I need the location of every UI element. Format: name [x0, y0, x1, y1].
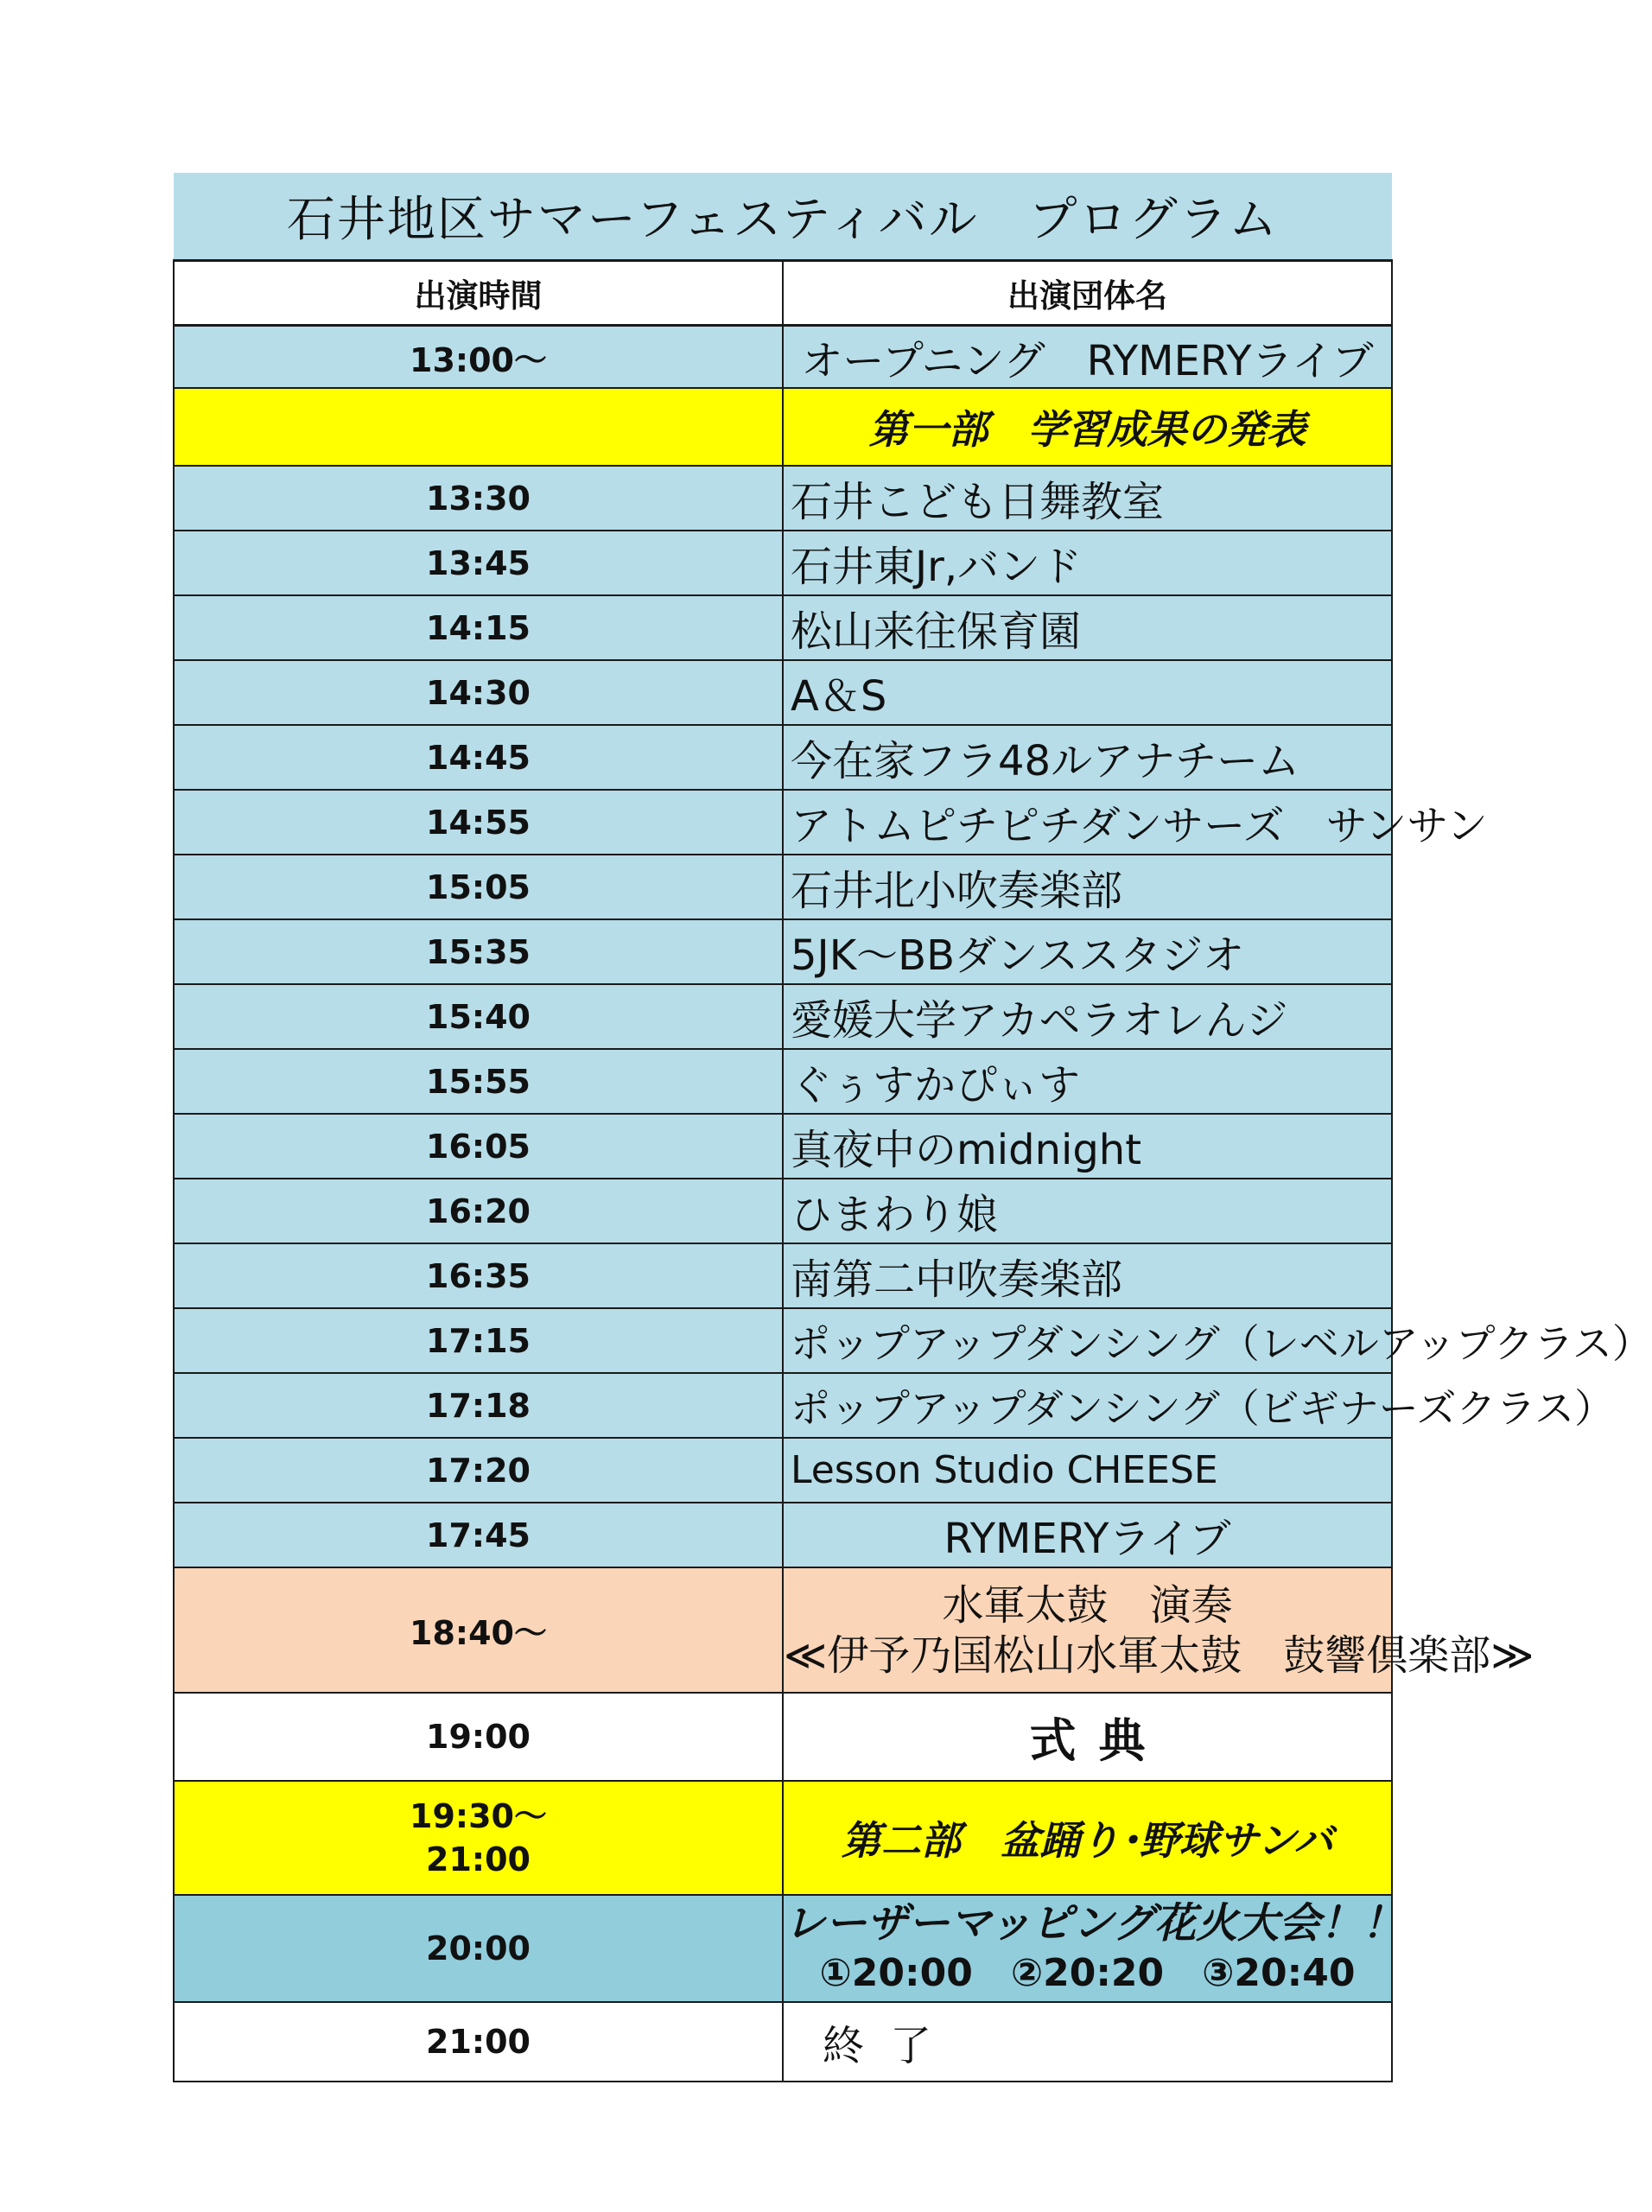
table-row: [174, 1049, 1392, 1114]
fireworks-cell: [783, 1895, 1404, 2002]
table-row: [174, 1438, 1392, 1503]
end-time: 21:00: [426, 1840, 531, 1878]
program-table: [173, 173, 1652, 2082]
time-cell: 14:55: [174, 790, 783, 855]
performance-group: ≪伊予乃国松山水軍太鼓 鼓響倶楽部≫: [784, 1630, 1534, 1680]
time-cell: 17:15: [174, 1308, 783, 1373]
section-title: 第二部 盆踊り･野球サンバ: [783, 1781, 1392, 1895]
group-name-cell: 5JK～BBダンススタジオ: [783, 919, 1392, 984]
group-name-cell: Lesson Studio CHEESE: [783, 1438, 1392, 1503]
time-cell: 16:35: [174, 1243, 783, 1308]
group-name-cell: ぐぅすかぴぃす: [783, 1049, 1392, 1114]
end-row: [174, 2002, 1392, 2082]
taiko-row: [174, 1567, 1392, 1693]
group-name-cell: A＆S: [783, 660, 1392, 725]
section-row: [174, 388, 1392, 466]
time-cell: [174, 1781, 783, 1895]
table-row: [174, 595, 1392, 660]
table-row: [174, 531, 1392, 595]
section-title: 第一部 学習成果の発表: [783, 388, 1392, 466]
fireworks-title: レーザーマッピング花火大会！！: [784, 1899, 1404, 1948]
end-label: 終了: [783, 2002, 1392, 2082]
group-name-cell: オープニング RYMERYライブ: [783, 326, 1392, 389]
header-row: [174, 261, 1392, 326]
time-column-header: 出演時間: [174, 261, 783, 326]
group-name-cell: [783, 1567, 1534, 1693]
time-cell: 15:55: [174, 1049, 783, 1114]
table-row: [174, 1308, 1392, 1373]
group-name-cell: 南第二中吹奏楽部: [783, 1243, 1392, 1308]
title-row: [174, 173, 1392, 261]
table-row: [174, 1503, 1392, 1567]
group-name-cell: ポップアップダンシング（ビギナーズクラス）: [783, 1373, 1392, 1438]
table-row: [174, 1179, 1392, 1243]
program-title: 石井地区サマーフェスティバル プログラム: [174, 173, 1392, 261]
table-row: [174, 790, 1392, 855]
fireworks-row: [174, 1895, 1392, 2002]
time-cell: 14:30: [174, 660, 783, 725]
time-cell: 16:05: [174, 1114, 783, 1179]
table-row: [174, 984, 1392, 1049]
time-cell: 14:15: [174, 595, 783, 660]
time-cell: 15:35: [174, 919, 783, 984]
time-cell: 17:45: [174, 1503, 783, 1567]
table-row: [174, 1373, 1392, 1438]
group-name-cell: 真夜中のmidnight: [783, 1114, 1392, 1179]
time-cell: 13:45: [174, 531, 783, 595]
group-name-cell: 愛媛大学アカペラオレんジ: [783, 984, 1392, 1049]
time-cell: 21:00: [174, 2002, 783, 2082]
table-row: [174, 1114, 1392, 1179]
group-name-cell: ポップアップダンシング（レベルアップクラス）: [783, 1308, 1392, 1373]
time-cell: 16:20: [174, 1179, 783, 1243]
time-cell: [174, 388, 783, 466]
time-cell: 17:20: [174, 1438, 783, 1503]
time-cell: 13:30: [174, 466, 783, 531]
ceremony-row: [174, 1693, 1392, 1781]
group-name-cell: 石井東Jr,バンド: [783, 531, 1392, 595]
group-name-cell: 石井北小吹奏楽部: [783, 855, 1392, 919]
fireworks-times: ①20:00 ②20:20 ③20:40: [819, 1951, 1356, 1995]
group-name-cell: 今在家フラ48ルアナチーム: [783, 725, 1392, 790]
ceremony-label: 式典: [783, 1693, 1392, 1781]
table-row: [174, 919, 1392, 984]
performance-title: 水軍太鼓 演奏: [942, 1580, 1233, 1630]
time-cell: 20:00: [174, 1895, 783, 2002]
group-name-cell: ひまわり娘: [783, 1179, 1392, 1243]
time-cell: 18:40～: [174, 1567, 783, 1693]
time-cell: 13:00～: [174, 326, 783, 389]
table-row: [174, 466, 1392, 531]
group-name-cell: 石井こども日舞教室: [783, 466, 1392, 531]
table-row: [174, 725, 1392, 790]
group-name-cell: アトムピチピチダンサーズ サンサン: [783, 790, 1392, 855]
time-cell: 17:18: [174, 1373, 783, 1438]
name-column-header: 出演団体名: [783, 261, 1392, 326]
group-name-cell: RYMERYライブ: [783, 1503, 1392, 1567]
time-cell: 14:45: [174, 725, 783, 790]
group-name-cell: 松山来往保育園: [783, 595, 1392, 660]
table-row: [174, 1243, 1392, 1308]
table-row: [174, 326, 1392, 389]
time-cell: 15:40: [174, 984, 783, 1049]
start-time: 19:30～: [410, 1797, 547, 1835]
time-cell: 15:05: [174, 855, 783, 919]
table-row: [174, 660, 1392, 725]
time-cell: 19:00: [174, 1693, 783, 1781]
table-row: [174, 855, 1392, 919]
section-row: [174, 1781, 1392, 1895]
